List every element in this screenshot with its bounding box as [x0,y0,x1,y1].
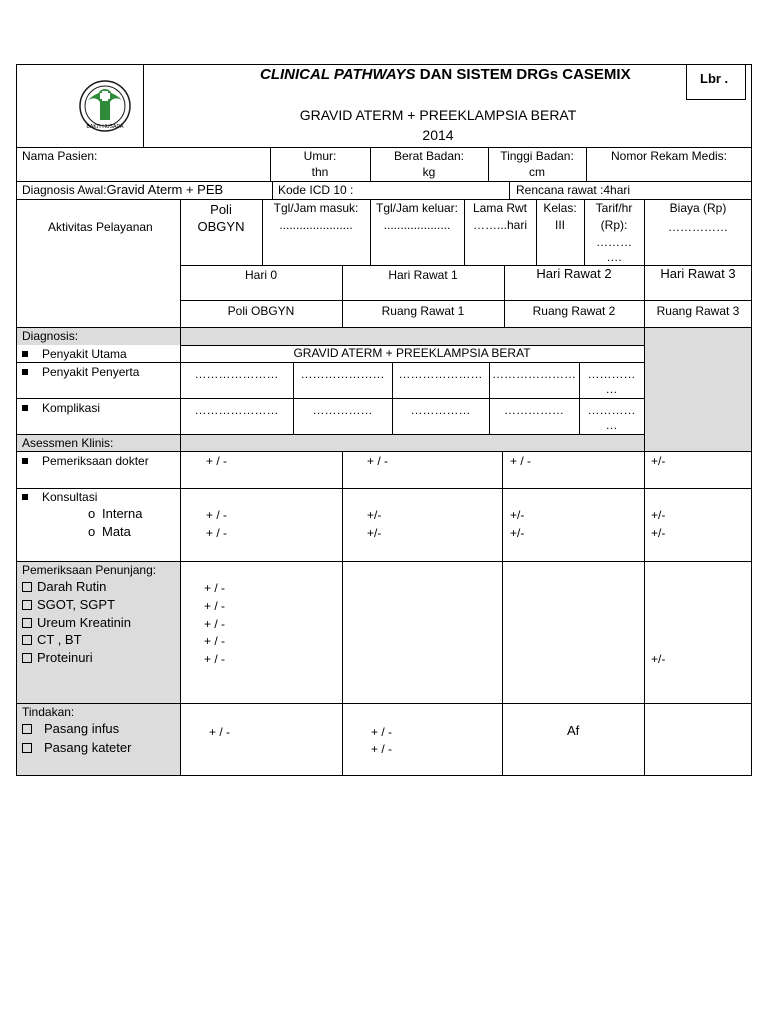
proteinuri-day3-value: +/- [651,652,666,666]
penunjang-day0-value: + / - [204,634,226,648]
lama-rawat-label: Lama Rwt [472,201,528,215]
tgl-masuk-label: Tgl/Jam masuk: [273,201,359,215]
tindakan-item-pasang-kateter: Pasang kateter [22,741,131,755]
berat-badan-label: Berat Badan: [393,149,465,163]
tarif-rp-label: (Rp): [600,218,628,232]
penunjang-item-ct-bt: CT , BT [22,633,82,647]
tgl-masuk-dots: ...................... [279,218,353,232]
room-1: Ruang Rawat 1 [381,304,465,318]
penunjang-item-darah-rutin: Darah Rutin [22,580,106,594]
checkbox-icon [22,635,32,645]
day-header-1: Hari Rawat 1 [388,268,458,282]
checkbox-icon [22,582,32,592]
pemeriksaan-dokter-label: Pemeriksaan dokter [22,454,149,468]
tgl-keluar-label: Tgl/Jam keluar: [375,201,459,215]
kode-icd-label: Kode ICD 10 : [278,183,354,197]
mata-day2: +/- [510,526,525,540]
biaya-label: Biaya (Rp) [669,201,727,215]
day-header-0: Hari 0 [244,268,277,282]
komplikasi-dots: …………… [410,403,471,417]
tarif-dots: ……… [596,235,632,249]
biaya-dots: …………… [668,220,728,234]
tindakan-day2-value: Af [567,723,580,738]
komplikasi-dots: …………… [312,403,373,417]
pemeriksaan-dokter-day3: +/- [651,454,666,468]
konsultasi-interna-label: o Interna [88,506,143,521]
nomor-rekam-medis-label: Nomor Rekam Medis: [610,149,728,163]
tindakan-day0-value: + / - [209,725,231,739]
diagnosis-label: Diagnosis: [22,329,79,343]
tindakan-label: Tindakan: [22,705,75,719]
penunjang-day0-value: + / - [204,599,226,613]
interna-day3: +/- [651,508,666,522]
checkbox-icon [22,724,32,734]
penyerta-dots: ………………… [194,367,279,381]
form-title: CLINICAL PATHWAYS DAN SISTEM DRGs CASEMIX [260,66,631,83]
kelas-label: Kelas: [543,201,577,215]
checkbox-icon [22,653,32,663]
penunjang-day0-value: + / - [204,652,226,666]
komplikasi-dots: … [605,418,618,432]
mata-day3: +/- [651,526,666,540]
tgl-keluar-dots: .................... [383,218,451,232]
tindakan-item-pasang-infus: Pasang infus [22,722,119,736]
pemeriksaan-dokter-day2: + / - [510,454,532,468]
penunjang-item-proteinuri: Proteinuri [22,651,93,665]
pemeriksaan-dokter-day0: + / - [206,454,228,468]
lbr-label: Lbr . [700,71,729,86]
penyakit-utama-label: Penyakit Utama [22,347,127,361]
form-subtitle: GRAVID ATERM + PREEKLAMPSIA BERAT [299,107,577,123]
obgyn-label: OBGYN [197,219,245,234]
nama-pasien-label: Nama Pasien: [22,149,98,163]
penunjang-day0-value: + / - [204,581,226,595]
pemeriksaan-dokter-day1: + / - [367,454,389,468]
komplikasi-label: Komplikasi [22,401,100,415]
hospital-logo-icon [78,70,132,140]
komplikasi-dots: …………… [504,403,564,417]
checkbox-icon [22,600,32,610]
diagnosis-awal: Diagnosis Awal:Gravid Aterm + PEB [22,182,224,197]
penyerta-dots: ………………… [398,367,483,381]
rencana-rawat-label: Rencana rawat :4hari [516,183,631,197]
pemeriksaan-penunjang-label: Pemeriksaan Penunjang: [22,563,157,577]
penyerta-dots: … [605,382,618,396]
penyerta-dots: ………… [587,367,636,381]
day-header-3: Hari Rawat 3 [660,266,736,281]
penyakit-penyerta-label: Penyakit Penyerta [22,365,139,379]
konsultasi-mata-label: o Mata [88,524,131,539]
penunjang-day0-value: + / - [204,617,226,631]
penyerta-dots: ………………… [300,367,385,381]
penunjang-item-sgot-sgpt: SGOT, SGPT [22,598,115,612]
tinggi-badan-unit: cm [529,165,545,179]
umur-label: Umur: [303,149,337,163]
tarif-dots-2: …. [606,250,622,264]
room-2: Ruang Rawat 2 [532,304,616,318]
umur-unit: thn [311,165,329,179]
mata-day1: +/- [367,526,382,540]
penunjang-item-ureum-kreatinin: Ureum Kreatinin [22,616,131,630]
day-header-2: Hari Rawat 2 [536,266,612,281]
lama-rawat-value: ……...hari [472,218,527,232]
tindakan-day1-value: + / - [371,742,393,756]
svg-text:BAKTI HUSADA: BAKTI HUSADA [86,124,124,130]
interna-day0: + / - [206,508,228,522]
room-0: Poli OBGYN [227,304,295,318]
clinical-pathway-form [16,64,752,776]
asesmen-klinis-label: Asessmen Klinis: [22,436,114,450]
komplikasi-dots: ………… [587,403,636,417]
tindakan-day1-value: + / - [371,725,393,739]
berat-badan-unit: kg [422,165,436,179]
form-year: 2014 [422,127,454,143]
room-3: Ruang Rawat 3 [656,304,740,318]
kelas-value: III [554,218,565,232]
komplikasi-dots: ………………… [194,403,279,417]
penyakit-utama-value: GRAVID ATERM + PREEKLAMPSIA BERAT [293,346,531,360]
penyerta-dots: ………………… [492,367,576,381]
interna-day2: +/- [510,508,525,522]
checkbox-icon [22,618,32,628]
aktivitas-pelayanan-label: Aktivitas Pelayanan [48,220,153,234]
checkbox-icon [22,743,32,753]
interna-day1: +/- [367,508,382,522]
tarif-label: Tarif/hr [595,201,633,215]
konsultasi-label: Konsultasi [22,490,97,504]
tinggi-badan-label: Tinggi Badan: [500,149,574,163]
mata-day0: + / - [206,526,228,540]
poli-label: Poli [210,202,232,217]
